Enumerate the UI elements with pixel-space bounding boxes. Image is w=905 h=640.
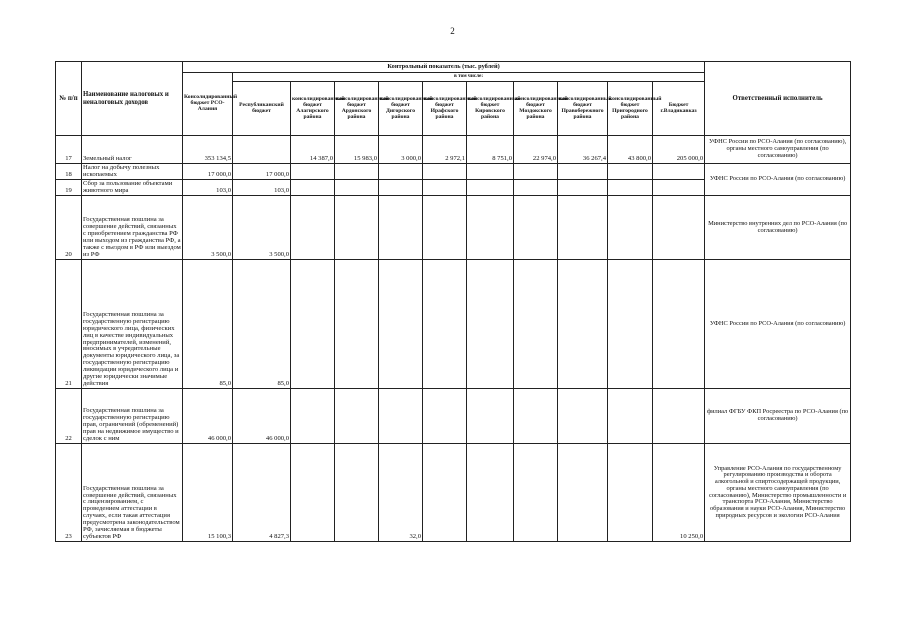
row-name: Налог на добычу полезных ископаемых bbox=[82, 164, 183, 180]
cell-alagir bbox=[291, 164, 335, 180]
cell-consolidated: 3 500,0 bbox=[183, 196, 233, 260]
cell-republican: 17 000,0 bbox=[233, 164, 291, 180]
cell-vladikavkaz bbox=[653, 260, 705, 389]
table-row bbox=[56, 164, 851, 180]
cell-kirov bbox=[467, 164, 514, 180]
cell-digor bbox=[379, 164, 423, 180]
cell-prigorod bbox=[608, 260, 653, 389]
cell-consolidated: 15 100,3 bbox=[183, 444, 233, 542]
table-row bbox=[56, 389, 851, 444]
row-name: Государственная пошлина за совершение действий, связанных с приобретением гражданства РФ или выходом из гражданства РФ, а также с въездом в РФ или выездом из РФ bbox=[82, 196, 183, 260]
row-name: Государственная пошлина за государственную регистрацию прав, ограничений (обременений) прав на недвижимое имущество и сделок с ним bbox=[82, 389, 183, 444]
cell-prigorod bbox=[608, 180, 653, 196]
row-name: Государственная пошлина за совершение действий, связанных с лицензированием, с проведением аттестации в случаях, если такая аттестация предусмотрена законодательством РФ, зачисляемая в бюджеты субъектов РФ bbox=[82, 444, 183, 542]
row-name: Земельный налог bbox=[82, 136, 183, 164]
cell-digor bbox=[379, 196, 423, 260]
cell-mozdok bbox=[514, 196, 558, 260]
cell-vladikavkaz bbox=[653, 389, 705, 444]
cell-mozdok bbox=[514, 164, 558, 180]
cell-iraf bbox=[423, 444, 467, 542]
cell-alagir bbox=[291, 260, 335, 389]
cell-iraf bbox=[423, 196, 467, 260]
cell-vladikavkaz bbox=[653, 180, 705, 196]
cell-kirov bbox=[467, 260, 514, 389]
row-name: Сбор за пользование объектами животного мира bbox=[82, 180, 183, 196]
cell-republican: 85,0 bbox=[233, 260, 291, 389]
table-row bbox=[56, 444, 851, 542]
table-row bbox=[56, 260, 851, 389]
cell-consolidated: 85,0 bbox=[183, 260, 233, 389]
cell-ardon bbox=[335, 389, 379, 444]
cell-mozdok: 22 974,0 bbox=[514, 136, 558, 164]
cell-responsible: Управление РСО-Алания по государственному регулированию производства и оборота алкогольной и спиртосодержащей продукции, органы местного самоуправления (по согласованию), Министерство промышленности и транспорта РСО-Алания, Министерство образования и науки РСО-Алания, Министерство природных ресурсов и экологии РСО-Алания bbox=[705, 444, 851, 542]
header-republican: Республиканский бюджет bbox=[233, 82, 291, 136]
cell-kirov: 8 751,0 bbox=[467, 136, 514, 164]
cell-pravober bbox=[558, 164, 608, 180]
cell-prigorod: 43 800,0 bbox=[608, 136, 653, 164]
cell-consolidated: 17 000,0 bbox=[183, 164, 233, 180]
cell-vladikavkaz: 205 000,0 bbox=[653, 136, 705, 164]
cell-pravober bbox=[558, 196, 608, 260]
cell-alagir bbox=[291, 196, 335, 260]
cell-kirov bbox=[467, 389, 514, 444]
cell-mozdok bbox=[514, 260, 558, 389]
cell-kirov bbox=[467, 180, 514, 196]
row-num: 18 bbox=[56, 164, 82, 180]
header-name: Наименование налоговых и неналоговых доходов bbox=[82, 62, 183, 136]
cell-consolidated: 46 000,0 bbox=[183, 389, 233, 444]
header-kirov: консолидированный бюджет Кировского района bbox=[467, 82, 514, 136]
cell-responsible: УФНС России по РСО-Алания (по согласованию) bbox=[705, 260, 851, 389]
header-digor: консолидированный бюджет Дигорского района bbox=[379, 82, 423, 136]
header-responsible: Ответственный исполнитель bbox=[705, 62, 851, 136]
row-num: 17 bbox=[56, 136, 82, 164]
cell-iraf bbox=[423, 180, 467, 196]
cell-vladikavkaz bbox=[653, 164, 705, 180]
header-mozdok: консолидированный бюджет Моздокского района bbox=[514, 82, 558, 136]
cell-alagir bbox=[291, 180, 335, 196]
cell-republican: 46 000,0 bbox=[233, 389, 291, 444]
cell-prigorod bbox=[608, 164, 653, 180]
cell-republican: 3 500,0 bbox=[233, 196, 291, 260]
cell-responsible: УФНС России по РСО-Алания (по согласованию), органы местного самоуправления (по согласованию) bbox=[705, 136, 851, 164]
row-num: 23 bbox=[56, 444, 82, 542]
cell-ardon bbox=[335, 444, 379, 542]
page-number: 2 bbox=[450, 26, 455, 36]
cell-digor bbox=[379, 260, 423, 389]
cell-pravober bbox=[558, 180, 608, 196]
cell-consolidated: 353 134,5 bbox=[183, 136, 233, 164]
cell-iraf: 2 972,1 bbox=[423, 136, 467, 164]
cell-ardon bbox=[335, 180, 379, 196]
cell-responsible: филиал ФГБУ ФКП Росреестра по РСО-Алания (по согласованию) bbox=[705, 389, 851, 444]
cell-kirov bbox=[467, 196, 514, 260]
cell-alagir bbox=[291, 389, 335, 444]
cell-responsible: Министерство внутренних дел по РСО-Алания (по согласованию) bbox=[705, 196, 851, 260]
cell-vladikavkaz bbox=[653, 196, 705, 260]
cell-responsible: УФНС России по РСО-Алания (по согласованию) bbox=[705, 164, 851, 196]
header-pravober: консолидированный бюджет Правобережного района bbox=[558, 82, 608, 136]
table-row bbox=[56, 136, 851, 164]
cell-vladikavkaz: 10 250,0 bbox=[653, 444, 705, 542]
revenue-table bbox=[55, 61, 851, 542]
cell-digor bbox=[379, 389, 423, 444]
cell-ardon bbox=[335, 164, 379, 180]
row-num: 22 bbox=[56, 389, 82, 444]
cell-digor: 3 000,0 bbox=[379, 136, 423, 164]
cell-republican: 4 827,3 bbox=[233, 444, 291, 542]
header-prigorod: консолидированный бюджет Пригородного района bbox=[608, 82, 653, 136]
cell-digor bbox=[379, 180, 423, 196]
cell-alagir: 14 387,0 bbox=[291, 136, 335, 164]
cell-ardon: 15 983,0 bbox=[335, 136, 379, 164]
table-row bbox=[56, 196, 851, 260]
header-indicator: Контрольный показатель (тыс. рублей) bbox=[183, 62, 705, 73]
cell-prigorod bbox=[608, 444, 653, 542]
cell-mozdok bbox=[514, 389, 558, 444]
cell-iraf bbox=[423, 164, 467, 180]
cell-alagir bbox=[291, 444, 335, 542]
cell-consolidated: 103,0 bbox=[183, 180, 233, 196]
header-including: в том числе: bbox=[233, 73, 705, 82]
header-num: № п/п bbox=[56, 62, 82, 136]
header-vladikavkaz: Бюджет г.Владикавказ bbox=[653, 82, 705, 136]
cell-mozdok bbox=[514, 444, 558, 542]
cell-iraf bbox=[423, 260, 467, 389]
cell-iraf bbox=[423, 389, 467, 444]
cell-republican bbox=[233, 136, 291, 164]
cell-mozdok bbox=[514, 180, 558, 196]
row-num: 21 bbox=[56, 260, 82, 389]
cell-prigorod bbox=[608, 196, 653, 260]
cell-pravober bbox=[558, 260, 608, 389]
header-alagir: консолидированный бюджет Алагирского района bbox=[291, 82, 335, 136]
row-num: 20 bbox=[56, 196, 82, 260]
header-ardon: консолидированный бюджет Ардонского района bbox=[335, 82, 379, 136]
cell-republican: 103,0 bbox=[233, 180, 291, 196]
header-iraf: консолидированный бюджет Ирафского района bbox=[423, 82, 467, 136]
cell-pravober bbox=[558, 444, 608, 542]
cell-ardon bbox=[335, 260, 379, 389]
cell-pravober: 36 267,4 bbox=[558, 136, 608, 164]
cell-digor: 32,0 bbox=[379, 444, 423, 542]
cell-kirov bbox=[467, 444, 514, 542]
header-consolidated: Консолидированный бюджет РСО-Алания bbox=[183, 73, 233, 136]
cell-prigorod bbox=[608, 389, 653, 444]
cell-pravober bbox=[558, 389, 608, 444]
row-name: Государственная пошлина за государственную регистрацию юридического лица, физических лиц в качестве индивидуальных предпринимателей, изменений, вносимых в учредительные документы юридического лица, за государственную регистрацию ликвидации юридического лица и другие юридически значимые действия bbox=[82, 260, 183, 389]
cell-ardon bbox=[335, 196, 379, 260]
row-num: 19 bbox=[56, 180, 82, 196]
